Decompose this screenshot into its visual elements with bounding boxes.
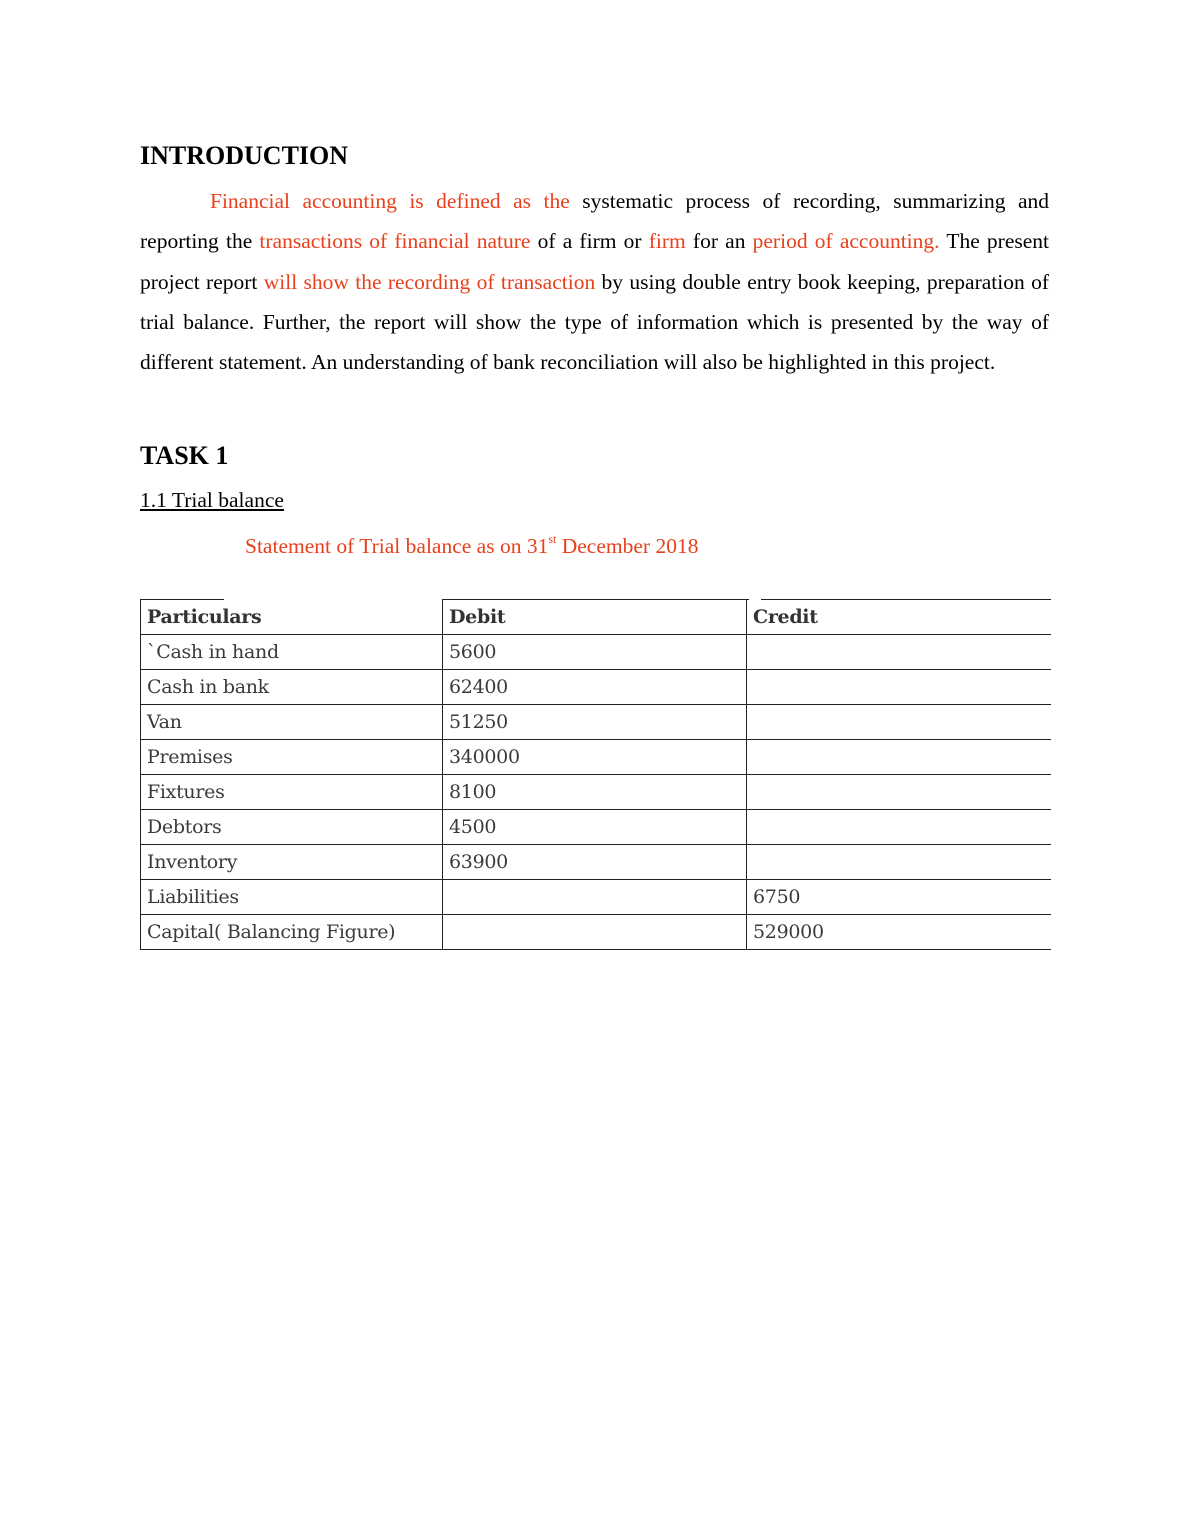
table-row [141, 635, 1051, 670]
credit-cell [747, 705, 1051, 740]
paragraph-text: The present project report [140, 229, 1049, 294]
statement-title [245, 527, 698, 560]
highlighted-text: period of accounting. [752, 229, 940, 254]
debit-cell: 340000 [443, 740, 747, 775]
header-particulars: Particulars [141, 600, 443, 635]
particulars-cell: Debtors [141, 810, 443, 845]
particulars-cell: Liabilities [141, 880, 443, 915]
particulars-cell: Inventory [141, 845, 443, 880]
debit-cell: 8100 [443, 775, 747, 810]
table-border-gap [749, 596, 761, 601]
credit-cell [747, 810, 1051, 845]
paragraph-text: for an [685, 229, 753, 254]
particulars-cell: Capital( Balancing Figure) [141, 915, 443, 950]
table-row [141, 740, 1051, 775]
debit-cell: 51250 [443, 705, 747, 740]
trial-balance-table [140, 599, 1051, 950]
debit-cell: 62400 [443, 670, 747, 705]
table-row [141, 915, 1051, 950]
introduction-paragraph [140, 181, 1049, 382]
statement-title-prefix: Statement of Trial balance as on 31 [245, 534, 549, 559]
table-row [141, 845, 1051, 880]
table-row [141, 775, 1051, 810]
particulars-cell: Premises [141, 740, 443, 775]
credit-cell [747, 775, 1051, 810]
table-border-gap [224, 596, 442, 601]
highlighted-text: will show the recording of transaction [263, 269, 596, 294]
highlighted-text: Financial accounting is defined as the [210, 189, 570, 213]
debit-cell [443, 915, 747, 950]
credit-cell: 529000 [747, 915, 1051, 950]
task-heading: TASK 1 [140, 441, 229, 470]
trial-balance-subheading: 1.1 Trial balance [140, 488, 284, 512]
highlighted-text: firm [648, 229, 686, 254]
statement-title-superscript: st [548, 532, 557, 546]
credit-cell [747, 635, 1051, 670]
credit-cell: 6750 [747, 880, 1051, 915]
debit-cell: 63900 [443, 845, 747, 880]
particulars-cell: Cash in bank [141, 670, 443, 705]
header-debit: Debit [443, 600, 747, 635]
table-header-row [141, 600, 1051, 635]
debit-cell [443, 880, 747, 915]
table-row [141, 810, 1051, 845]
table-row [141, 880, 1051, 915]
header-credit: Credit [747, 600, 1051, 635]
particulars-cell: Van [141, 705, 443, 740]
table-row [141, 705, 1051, 740]
debit-cell: 5600 [443, 635, 747, 670]
paragraph-text: systematic process of recording, summarizing and reporting the [140, 189, 1049, 254]
paragraph-text: by using double entry book keeping, preparation of trial balance. Further, the report will show the type of information which is presented by the way of different statement. An understanding of bank reconciliation will also be highlighted in this project. [140, 269, 1049, 375]
table-row [141, 670, 1051, 705]
credit-cell [747, 845, 1051, 880]
introduction-heading: INTRODUCTION [140, 141, 349, 170]
credit-cell [747, 740, 1051, 775]
debit-cell: 4500 [443, 810, 747, 845]
highlighted-text: transactions of financial nature [259, 229, 531, 254]
credit-cell [747, 670, 1051, 705]
paragraph-text: of a firm or [530, 229, 649, 254]
particulars-cell: `Cash in hand [141, 635, 443, 670]
statement-title-suffix: December 2018 [556, 534, 699, 559]
particulars-cell: Fixtures [141, 775, 443, 810]
